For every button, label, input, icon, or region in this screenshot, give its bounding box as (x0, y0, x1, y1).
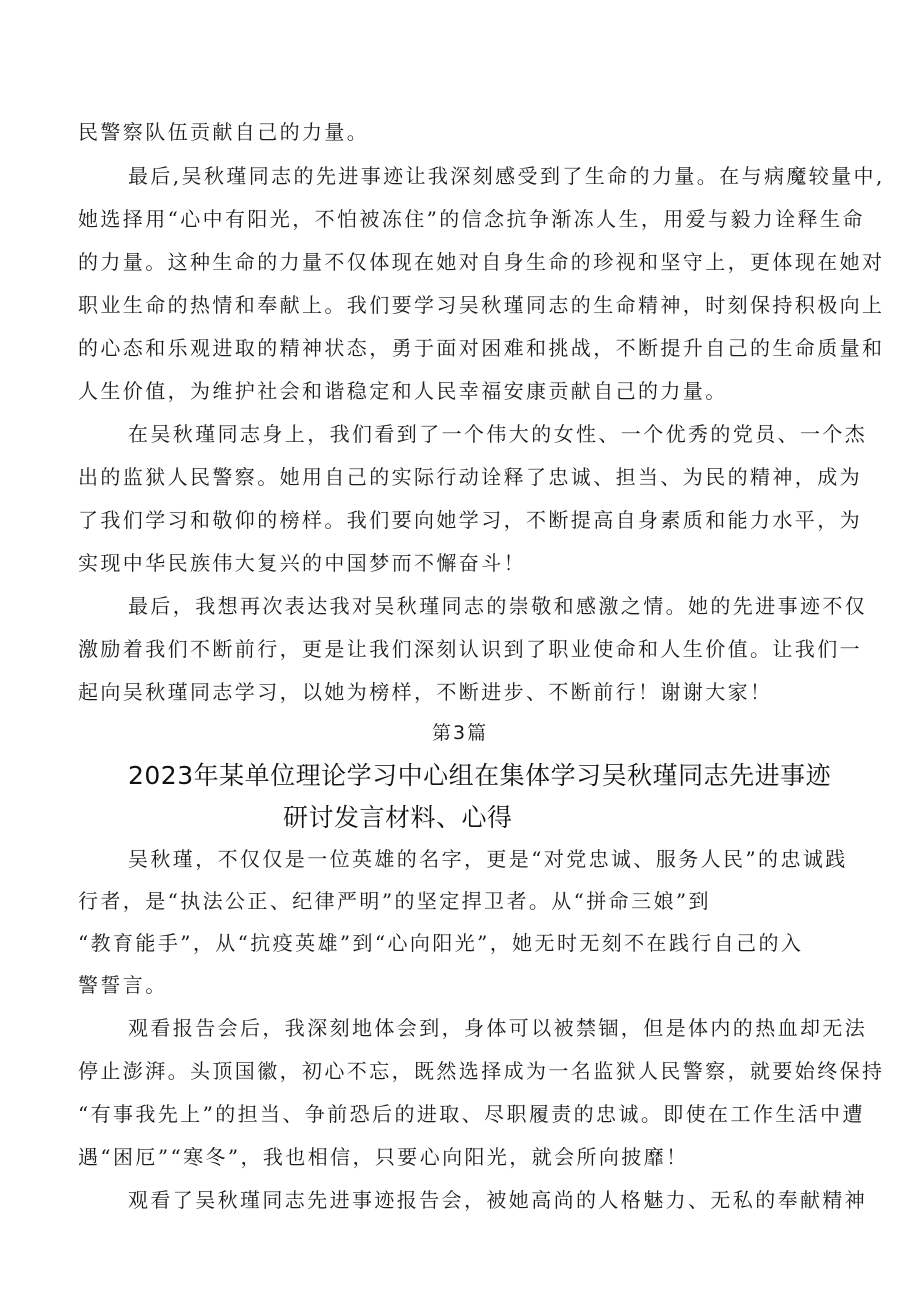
para2-line-3: 的力量。这种生命的力量不仅体现在她对自身生命的珍视和坚守上，更体现在她对 (78, 250, 885, 274)
para4-line-1: 最后，我想再次表达我对吴秋瑾同志的崇敬和感激之情。她的先进事迹不仅 (128, 594, 868, 618)
para5-line-4: 警誓言。 (78, 973, 168, 997)
para7-line-1: 观看了吴秋瑾同志先进事迹报告会，被她高尚的人格魅力、无私的奉献精神 (128, 1188, 868, 1212)
para5-line-3: “教育能手”，从“抗疫英雄”到“心向阳光”，她无时无刻不在践行自己的入 (78, 931, 804, 955)
document-title-line-1: 2023年某单位理论学习中心组在集体学习吴秋瑾同志先进事迹 (128, 761, 832, 790)
document-title-line-2: 研讨发言材料、心得 (283, 803, 513, 832)
para1-line-1: 民警察队伍贡献自己的力量。 (78, 120, 370, 144)
para3-line-4: 实现中华民族伟大复兴的中国梦而不懈奋斗！ (78, 551, 526, 575)
para3-line-2: 出的监狱人民警察。她用自己的实际行动诠释了忠诚、担当、为民的精神，成为 (78, 465, 862, 489)
section-label: 第3篇 (432, 722, 489, 744)
para2-line-4: 职业生命的热情和奉献上。我们要学习吴秋瑾同志的生命精神，时刻保持积极向上 (78, 293, 885, 317)
para6-line-4: 遇“困厄”“寒冬”，我也相信，只要心向阳光，就会所向披靡！ (78, 1145, 689, 1169)
para6-line-1: 观看报告会后，我深刻地体会到，身体可以被禁锢，但是体内的热血却无法 (128, 1016, 868, 1040)
para4-line-3: 起向吴秋瑾同志学习，以她为榜样，不断进步、不断前行！谢谢大家！ (78, 680, 773, 704)
para5-line-1: 吴秋瑾，不仅仅是一位英雄的名字，更是“对党忠诚、服务人民”的忠诚践 (128, 847, 848, 871)
para3-line-1: 在吴秋瑾同志身上，我们看到了一个伟大的女性、一个优秀的党员、一个杰 (128, 422, 868, 446)
para6-line-3: “有事我先上”的担当、争前恐后的进取、尽职履责的忠诚。即使在工作生活中遭 (78, 1102, 865, 1126)
para2-line-2: 她选择用“心中有阳光，不怕被冻住”的信念抗争渐冻人生，用爱与毅力诠释生命 (78, 207, 865, 231)
para2-line-1: 最后,吴秋瑾同志的先进事迹让我深刻感受到了生命的力量。在与病魔较量中, (128, 164, 885, 188)
para3-line-3: 了我们学习和敬仰的榜样。我们要向她学习，不断提高自身素质和能力水平，为 (78, 508, 862, 532)
para2-line-6: 人生价值，为维护社会和谐稳定和人民幸福安康贡献自己的力量。 (78, 379, 728, 403)
para4-line-2: 激励着我们不断前行，更是让我们深刻认识到了职业使命和人生价值。让我们一 (78, 637, 862, 661)
para6-line-2: 停止澎湃。头顶国徽，初心不忘，既然选择成为一名监狱人民警察，就要始终保持 (78, 1059, 885, 1083)
para5-line-2: 行者，是“执法公正、纪律严明”的坚定捍卫者。从“拼命三娘”到 (78, 889, 711, 913)
para2-line-5: 的心态和乐观进取的精神状态，勇于面对困难和挑战，不断提升自己的生命质量和 (78, 336, 885, 360)
